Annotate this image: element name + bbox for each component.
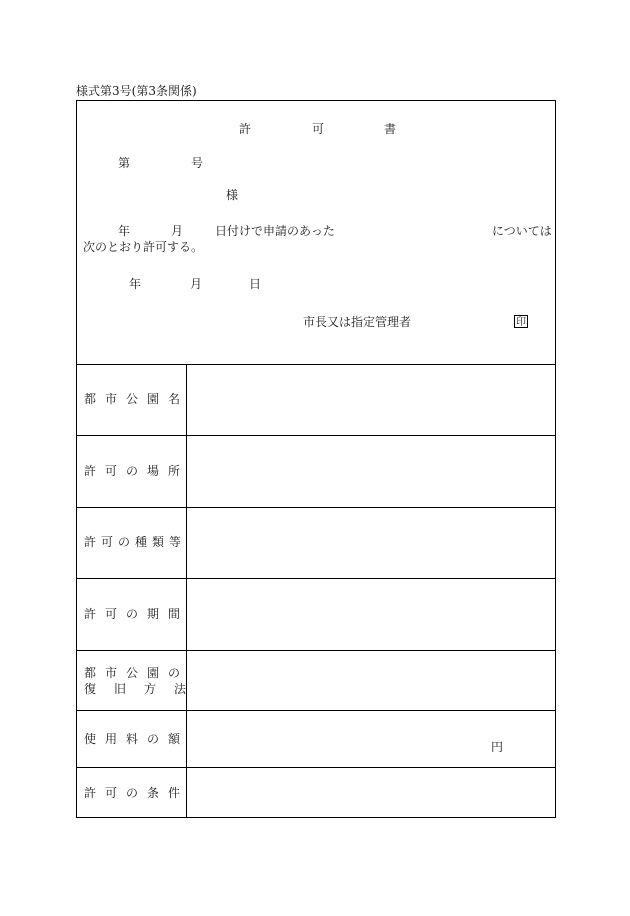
fee-unit-yen: 円: [491, 740, 504, 754]
row-label-period: 許可の期間: [84, 607, 190, 621]
title-char-3: 書: [384, 122, 397, 136]
column-divider: [186, 364, 187, 817]
statement-second-line: 次のとおり許可する。: [83, 240, 204, 254]
divider-row-5: [77, 710, 555, 711]
date-year: 年: [129, 277, 142, 291]
divider-row-3: [77, 578, 555, 579]
divider-row-2: [77, 507, 555, 508]
date-day: 日: [249, 277, 262, 291]
statement-year: 年: [118, 224, 131, 238]
number-go: 号: [191, 156, 204, 170]
issuer-name: 市長又は指定管理者: [303, 315, 412, 329]
row-label-fee: 使用料の額: [84, 732, 190, 746]
seal-mark: 印: [516, 317, 526, 328]
statement-month: 月: [171, 224, 184, 238]
form-number-label: 様式第3号(第3条関係): [76, 84, 197, 98]
permit-form: [76, 100, 556, 818]
date-month: 月: [190, 277, 203, 291]
row-label-location: 許可の場所: [84, 464, 190, 478]
row-label-restoration-line1: 都市公園の: [84, 666, 190, 680]
divider-row-4: [77, 650, 555, 651]
addressee-sama: 様: [226, 188, 239, 202]
number-dai: 第: [118, 156, 131, 170]
statement-day-text: 日付けで申請のあった: [215, 224, 335, 238]
row-label-conditions: 許可の条件: [84, 786, 190, 800]
title-char-2: 可: [312, 122, 325, 136]
divider-row-6: [77, 767, 555, 768]
divider-row-1: [77, 435, 555, 436]
row-label-park-name: 都市公園名: [84, 392, 190, 406]
row-label-restoration-line2: 復旧方法: [84, 682, 205, 696]
divider-header: [77, 364, 555, 365]
title-char-1: 許: [239, 122, 252, 136]
row-label-type: 許可の種類等: [84, 535, 187, 549]
statement-about: については: [492, 224, 552, 238]
